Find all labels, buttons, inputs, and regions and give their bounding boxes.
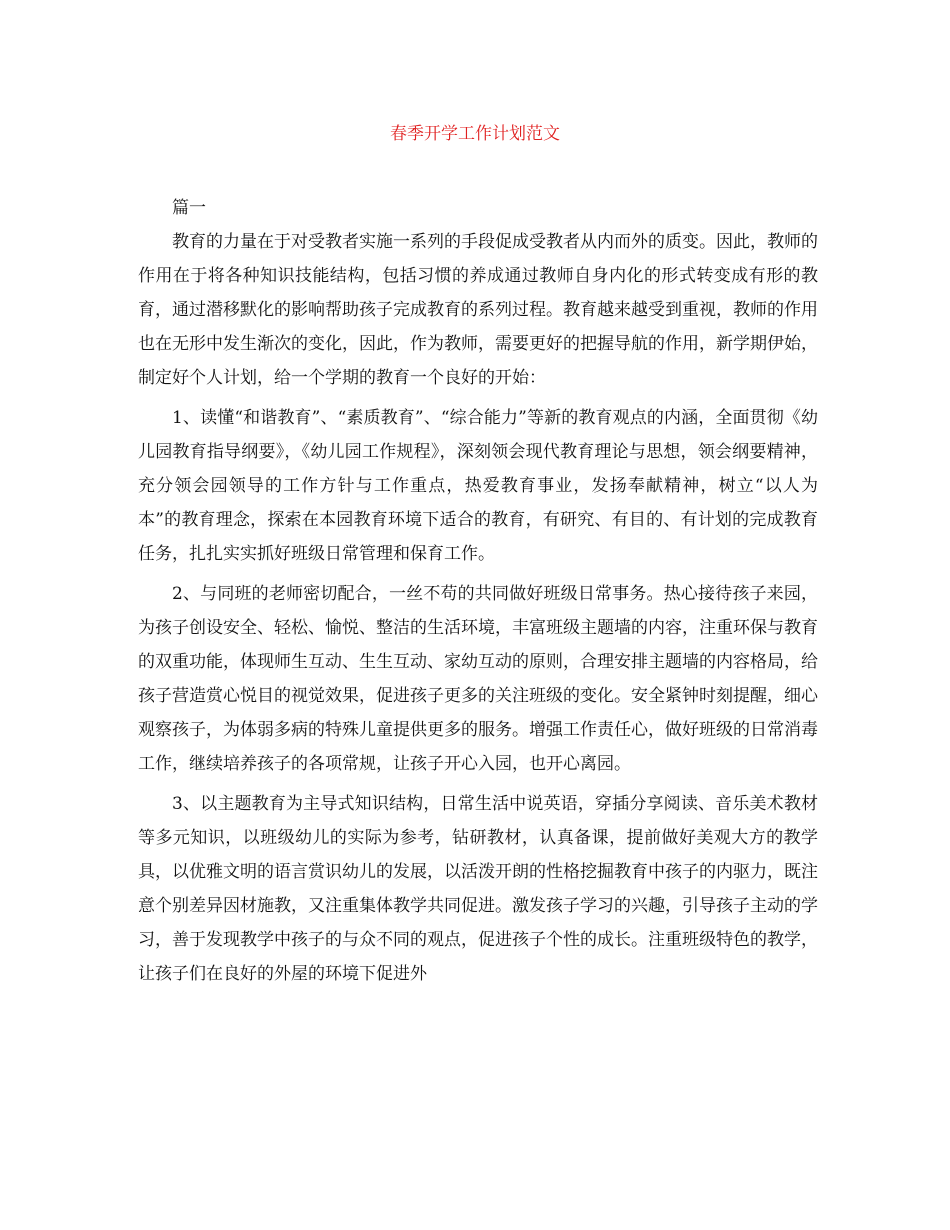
section-heading: 篇一 <box>172 198 206 218</box>
document-body <box>138 191 818 991</box>
paragraph-item-3: 3、以主题教育为主导式知识结构，日常生活中说英语，穿插分享阅读、音乐美术教材等多元知识，以班级幼儿的实际为参考，钻研教材，认真备课，提前做好美观大方的教学具，以优雅文明的语言赏识幼儿的发展，以活泼开朗的性格挖掘教育中孩子的内驱力，既注意个别差异因材施教，又注重集体教学共同促进。激发孩子学习的兴趣，引导孩子主动的学习，善于发现教学中孩子的与众不同的观点，促进孩子个性的成长。注重班级特色的教学，让孩子们在良好的外屋的环境下促进外 <box>138 794 818 984</box>
paragraph-item-2: 2、与同班的老师密切配合，一丝不苟的共同做好班级日常事务。热心接待孩子来园，为孩子创设安全、轻松、愉悦、整洁的生活环境，丰富班级主题墙的内容，注重环保与教育的双重功能，体现师生互动、生生互动、家幼互动的原则，合理安排主题墙的内容格局，给孩子营造赏心悦目的视觉效果，促进孩子更多的关注班级的变化。安全紧钟时刻提醒，细心观察孩子，为体弱多病的特殊儿童提供更多的服务。增强工作责任心，做好班级的日常消毒工作，继续培养孩子的各项常规，让孩子开心入园，也开心离园。 <box>138 584 818 774</box>
paragraph-item-1: 1、读懂“和谐教育”、“素质教育”、“综合能力”等新的教育观点的内涵，全面贯彻《幼儿园教育指导纲要》，《幼儿园工作规程》，深刻领会现代教育理论与思想，领会纲要精神，充分领会园领导的工作方针与工作重点，热爱教育事业，发扬奉献精神，树立“以人为本”的教育理念，探索在本园教育环境下适合的教育，有研究、有目的、有计划的完成教育任务，扎扎实实抓好班级日常管理和保育工作。 <box>138 408 818 564</box>
document-title: 春季开学工作计划范文 <box>390 124 560 144</box>
paragraph-intro: 教育的力量在于对受教者实施一系列的手段促成受教者从内而外的质变。因此，教师的作用在于将各种知识技能结构，包括习惯的养成通过教师自身内化的形式转变成有形的教育，通过潜移默化的影响帮助孩子完成教育的系列过程。教育越来越受到重视，教师的作用也在无形中发生渐次的变化，因此，作为教师，需要更好的把握导航的作用，新学期伊始，制定好个人计划，给一个学期的教育一个良好的开始： <box>138 232 818 388</box>
